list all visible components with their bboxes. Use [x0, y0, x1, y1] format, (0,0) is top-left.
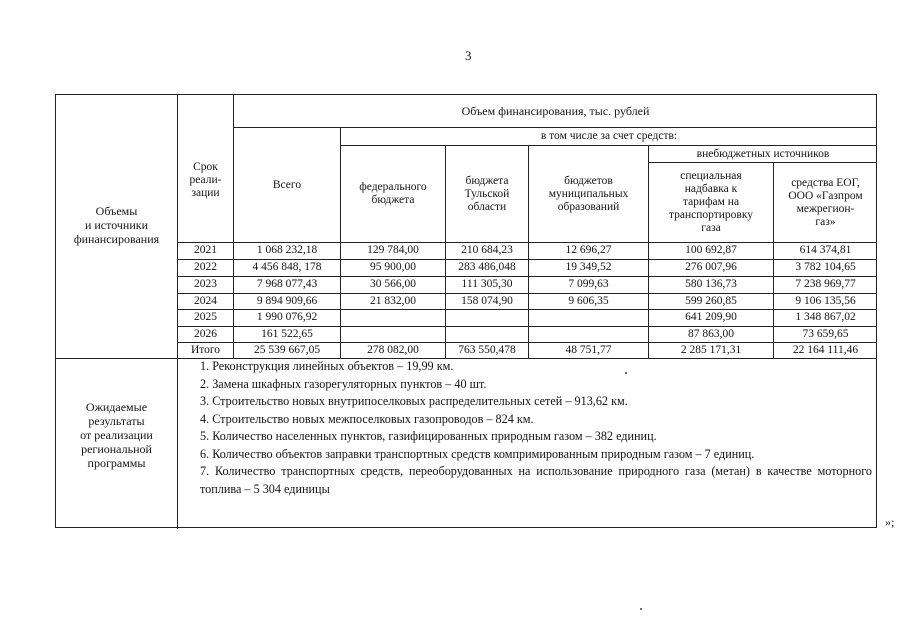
total-cell: 4 456 848, 178: [252, 261, 322, 273]
surcharge-cell: 100 692,87: [685, 244, 737, 256]
eog-cell: 22 164 111,46: [792, 344, 859, 356]
total-cell: 1 990 076,92: [256, 311, 318, 323]
surcharge-cell: 641 209,90: [685, 311, 737, 323]
municipal-cell: 12 696,27: [565, 244, 612, 256]
total-header: Всего: [272, 178, 302, 191]
list-item: 4. Строительство новых межпоселковых газопроводов – 824 км.: [200, 411, 534, 426]
federal-cell: 278 082,00: [367, 344, 419, 356]
list-item: 6. Количество объектов заправки транспортных средств компримированным природным газом – 7 единиц.: [200, 446, 755, 461]
year-cell: 2021: [194, 244, 217, 256]
regional-cell: 763 550,478: [458, 344, 516, 356]
list-item: 7. Количество транспортных средств, переоборудованных на использование природного газа (метан) в качестве моторного топлива – 5 304 единицы: [200, 464, 872, 496]
regional-header: бюджета Тульской области: [464, 174, 510, 213]
surcharge-cell: 276 007,96: [685, 261, 737, 273]
municipal-cell: 9 606,35: [568, 295, 609, 307]
regional-cell: 210 684,23: [461, 244, 513, 256]
year-cell: 2026: [194, 328, 217, 340]
federal-header: федерального бюджета: [359, 181, 427, 206]
list-item: 5. Количество населенных пунктов, газифицированных природным газом – 382 единиц.: [200, 429, 657, 443]
eog-cell: 73 659,65: [802, 328, 849, 340]
total-cell: 1 068 232,18: [256, 244, 318, 256]
scan-speck: [625, 372, 627, 374]
results-section-label: Ожидаемые результаты от реализации региональной программы: [80, 400, 153, 470]
surcharge-header: специальная надбавка к тарифам на транспортировку газа: [668, 170, 754, 234]
scan-speck: [640, 608, 642, 610]
total-cell: 7 968 077,43: [256, 278, 318, 290]
surcharge-cell: 599 260,85: [685, 295, 737, 307]
regional-cell: 283 486,048: [458, 261, 516, 273]
eog-cell: 1 348 867,02: [795, 311, 856, 323]
results-list: [200, 358, 872, 498]
surcharge-cell: 2 285 171,31: [680, 344, 742, 356]
eog-header: средства ЕОГ, ООО «Газпром межрегион- газ»: [788, 176, 863, 228]
regional-cell: 111 305,30: [461, 278, 513, 290]
list-item: 1. Реконструкция линейных объектов – 19,99 км.: [200, 359, 454, 373]
year-cell: 2023: [194, 278, 217, 290]
federal-cell: 95 900,00: [370, 261, 416, 273]
eog-cell: 7 238 969,77: [795, 278, 856, 290]
closing-quote: »;: [885, 515, 895, 529]
federal-cell: 129 784,00: [367, 244, 419, 256]
federal-cell: 21 832,00: [370, 295, 416, 307]
year-cell: 2025: [194, 311, 217, 323]
regional-cell: 158 074,90: [461, 295, 513, 307]
list-item: 3. Строительство новых внутрипоселковых распределительных сетей – 913,62 км.: [200, 394, 628, 408]
funding-section-label: Объемы и источники финансирования: [73, 204, 160, 246]
eog-cell: 9 106 135,56: [795, 295, 856, 307]
municipal-header: бюджетов муниципальных образований: [548, 174, 629, 213]
federal-cell: 30 566,00: [370, 278, 416, 290]
volume-title: Объем финансирования, тыс. рублей: [461, 103, 650, 118]
year-cell: Итого: [190, 344, 221, 356]
total-cell: 161 522,65: [261, 328, 313, 340]
year-cell: 2024: [194, 295, 217, 307]
municipal-cell: 19 349,52: [565, 261, 612, 273]
eog-cell: 3 782 104,65: [795, 261, 856, 273]
total-cell: 25 539 667,05: [253, 344, 321, 356]
eog-cell: 614 374,81: [799, 244, 852, 256]
municipal-cell: 48 751,77: [565, 344, 612, 356]
page-number: 3: [465, 48, 472, 63]
surcharge-cell: 580 136,73: [685, 278, 737, 290]
surcharge-cell: 87 863,00: [688, 328, 734, 340]
term-header: Срок реали- зации: [189, 160, 222, 199]
including-header: в том числе за счет средств:: [540, 130, 678, 142]
list-item: 2. Замена шкафных газорегуляторных пунктов – 40 шт.: [200, 376, 487, 391]
year-cell: 2022: [194, 261, 217, 273]
municipal-cell: 7 099,63: [568, 278, 609, 290]
extrabudget-header: внебюджетных источников: [696, 147, 830, 160]
total-cell: 9 894 909,66: [256, 295, 318, 307]
